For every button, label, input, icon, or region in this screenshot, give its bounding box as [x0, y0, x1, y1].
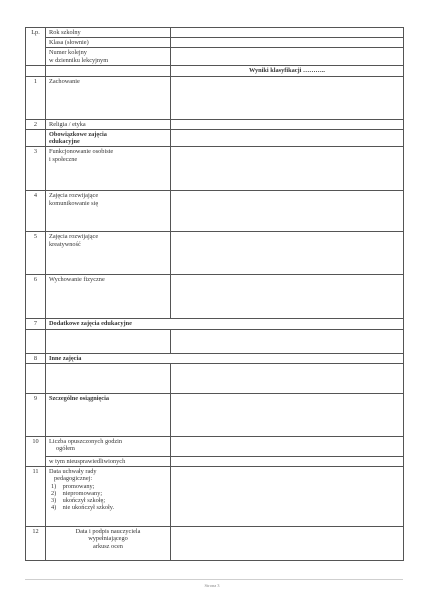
row-value[interactable]: [171, 275, 404, 319]
table-row: [26, 467, 404, 527]
table-row: [26, 329, 404, 353]
wyniki-klasyfikacji-heading: Wyniki klasyfikacji ………..: [171, 66, 404, 76]
row-label-line2: kreatywność: [49, 240, 81, 248]
list-item: [49, 490, 167, 497]
numer-kolejny-label: [46, 48, 171, 66]
row-number: 4: [26, 191, 46, 232]
row-number: 5: [26, 232, 46, 275]
row-label-line2: komunikowanie się: [49, 199, 99, 207]
inne-name-value[interactable]: [46, 363, 171, 393]
table-row: [26, 48, 404, 66]
dodatkowe-name-value[interactable]: [46, 329, 171, 353]
table-row: [26, 147, 404, 191]
row-number: 8: [26, 353, 46, 363]
footer-divider: [25, 579, 403, 580]
row-number: 2: [26, 119, 46, 129]
section-heading-line2: edukacyjne: [49, 138, 80, 146]
row-label: [46, 467, 171, 527]
lp-header: Lp.: [26, 28, 46, 66]
row-value[interactable]: [171, 456, 404, 466]
numer-kolejny-value[interactable]: [171, 48, 404, 66]
row-label-line1: Liczba opuszczonych godzin: [49, 437, 123, 445]
list-number: 2): [51, 489, 57, 497]
blank-cell: [46, 66, 171, 76]
row-number: 9: [26, 393, 46, 436]
row-label: [46, 436, 171, 456]
list-item: [49, 497, 167, 504]
row-label-line1: Zajęcia rozwijające: [49, 233, 99, 241]
table-row: [26, 76, 404, 119]
table-row: [26, 527, 404, 561]
page-number: Strona 3: [204, 583, 220, 588]
row-value[interactable]: [171, 147, 404, 191]
table-row: [26, 129, 404, 146]
blank-cell: [26, 66, 46, 76]
row-label-line1: Data uchwały rady: [49, 468, 97, 476]
table-row: [26, 275, 404, 319]
row-value[interactable]: [171, 436, 404, 456]
section-heading-line1: Obowiązkowe zajęcia: [49, 130, 107, 138]
row-number: 6: [26, 275, 46, 319]
row-number: 7: [26, 319, 46, 329]
row-value[interactable]: [171, 467, 404, 527]
rok-szkolny-label: Rok szkolny: [46, 28, 171, 38]
row-label-line2: ogółem: [56, 445, 75, 453]
table-row: [26, 353, 404, 363]
list-text: ukończył szkołę;: [62, 497, 106, 505]
table-row: [26, 319, 404, 329]
section-heading-dodatkowe: Dodatkowe zajęcia edukacyjne: [46, 319, 404, 329]
row-label-line2: pedagogicznej:: [54, 475, 93, 483]
table-row: [26, 436, 404, 456]
table-row: [26, 66, 404, 76]
list-number: 3): [51, 497, 57, 505]
row-value[interactable]: [171, 119, 404, 129]
row-value[interactable]: [171, 232, 404, 275]
dodatkowe-grade-value[interactable]: [171, 329, 404, 353]
numer-kolejny-line2: w dzienniku lekcyjnym: [49, 56, 109, 64]
row-value[interactable]: [171, 393, 404, 436]
list-number: 1): [51, 482, 57, 490]
table-row: [26, 232, 404, 275]
row-label: Wychowanie fizyczne: [46, 275, 171, 319]
row-label-line1: Funkcjonowanie osobiste: [49, 148, 114, 156]
list-item: [49, 483, 167, 490]
row-number: 1: [26, 76, 46, 119]
klasa-value[interactable]: [171, 38, 404, 48]
table-row: [26, 119, 404, 129]
list-item: [49, 504, 167, 511]
row-number: 10: [26, 436, 46, 466]
row-number: 11: [26, 467, 46, 527]
list-text: nie ukończył szkoły.: [62, 504, 115, 512]
row-sublabel: w tym nieusprawiedliwionych: [46, 456, 171, 466]
row-label-line2: i społeczne: [49, 155, 78, 163]
section-heading-inne: Inne zajęcia: [46, 353, 404, 363]
list-text: niepromowany;: [62, 489, 103, 497]
row-label: [46, 147, 171, 191]
row-number: 3: [26, 147, 46, 191]
klasa-label: Klasa (słownie): [46, 38, 171, 48]
row-label: Szczególne osiągnięcia: [46, 393, 171, 436]
blank-cell: [26, 129, 46, 146]
row-value[interactable]: [171, 527, 404, 561]
list-number: 4): [51, 504, 57, 512]
blank-cell: [26, 329, 46, 353]
row-label: [46, 191, 171, 232]
section-heading-obowiazkowe: [46, 129, 171, 146]
table-row: [26, 393, 404, 436]
blank-cell: [26, 363, 46, 393]
row-label: Zachowanie: [46, 76, 171, 119]
row-label-line1: Data i podpis nauczyciela: [75, 528, 141, 536]
row-value[interactable]: [171, 76, 404, 119]
row-label: [46, 527, 171, 561]
table-row: [26, 456, 404, 466]
table-row: [26, 191, 404, 232]
list-text: promowany;: [62, 482, 95, 490]
table-row: [26, 28, 404, 38]
row-number: 12: [26, 527, 46, 561]
classification-table: [25, 27, 404, 561]
inne-grade-value[interactable]: [171, 363, 404, 393]
rok-szkolny-value[interactable]: [171, 28, 404, 38]
row-label-line2: wypełniającego: [88, 535, 128, 543]
row-label: Religia / etyka: [46, 119, 171, 129]
row-label-line1: Zajęcia rozwijające: [49, 192, 99, 200]
row-value[interactable]: [171, 191, 404, 232]
table-row: [26, 363, 404, 393]
numer-kolejny-line1: Numer kolejny: [49, 49, 87, 57]
table-row: [26, 38, 404, 48]
row-value[interactable]: [171, 129, 404, 146]
row-label-line3: arkusz ocen: [93, 542, 123, 550]
row-label: [46, 232, 171, 275]
